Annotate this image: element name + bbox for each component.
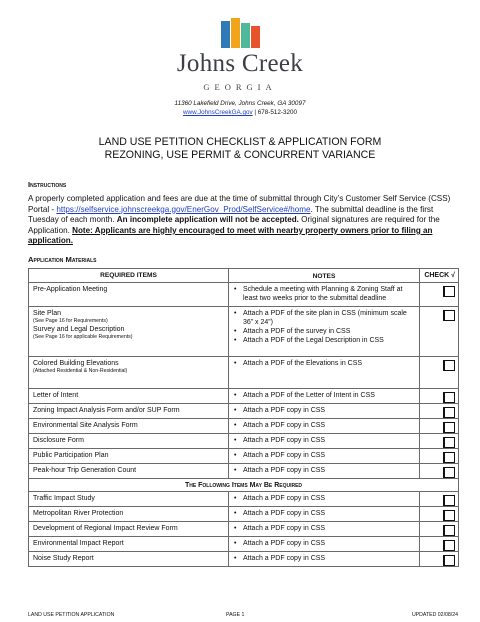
col-check: CHECK √ (420, 269, 459, 283)
check-cell (420, 357, 459, 389)
optional-item: Traffic Impact Study (33, 495, 95, 502)
notes-cell (229, 507, 420, 522)
check-cell (420, 434, 459, 449)
table-row (29, 522, 459, 537)
checkbox[interactable] (443, 467, 455, 478)
checkbox[interactable] (443, 407, 455, 418)
required-item: Colored Building Elevations (33, 360, 119, 367)
instructions-text-3: Original signatures are required for the Application. (28, 215, 440, 235)
notes-cell (229, 389, 420, 404)
table-row (29, 464, 459, 479)
note-bullet: • Attach a PDF copy in CSS (233, 436, 415, 445)
check-cell (420, 522, 459, 537)
table-row (29, 389, 459, 404)
required-item: Site Plan (33, 310, 62, 317)
table-row (29, 419, 459, 434)
note-bullet: • Attach a PDF of the Legal Description in CSS (233, 336, 415, 345)
checkbox[interactable] (443, 392, 455, 403)
required-item-cell (29, 283, 229, 307)
col-required-items: REQUIRED ITEMS (29, 269, 229, 283)
footer-page: PAGE 1 (226, 612, 245, 618)
table-row (29, 307, 459, 357)
item-requirement-note: (See Page 16 for Requirements) (33, 318, 108, 324)
checkbox[interactable] (443, 286, 455, 297)
check-cell (420, 307, 459, 357)
contact-line (0, 109, 480, 116)
title-line-2: REZONING, USE PERMIT & CONCURRENT VARIANCE (104, 149, 376, 161)
incomplete-warning: An incomplete application will not be accepted. (116, 215, 299, 225)
check-cell (420, 492, 459, 507)
title-line-1: LAND USE PETITION CHECKLIST & APPLICATION FORM (98, 136, 382, 148)
notes-cell (229, 537, 420, 552)
col-notes: NOTES (229, 269, 420, 283)
checkbox[interactable] (443, 540, 455, 551)
note-bullet: • Attach a PDF of the survey in CSS (233, 327, 415, 336)
check-cell (420, 449, 459, 464)
footer-updated: UPDATED 02/08/24 (411, 612, 458, 618)
required-item: Letter of Intent (33, 392, 79, 399)
table-row (29, 357, 459, 389)
note-bullet: • Attach a PDF copy in CSS (233, 539, 415, 548)
note-bullet: • Attach a PDF copy in CSS (233, 421, 415, 430)
checkbox[interactable] (443, 437, 455, 448)
table-header (29, 269, 459, 283)
optional-item: Noise Study Report (33, 555, 94, 562)
logo-wordmark: Johns Creek (176, 50, 304, 77)
required-item: Survey and Legal Description (33, 326, 125, 333)
optional-item: Environmental Impact Report (33, 540, 124, 547)
checkbox[interactable] (443, 510, 455, 521)
required-item: Disclosure Form (33, 437, 84, 444)
check-cell (420, 464, 459, 479)
note-bullet: • Attach a PDF of the Letter of Intent in CSS (233, 391, 415, 400)
johns-creek-logo (0, 18, 480, 96)
notes-cell (229, 357, 420, 389)
check-cell (420, 389, 459, 404)
checkbox[interactable] (443, 310, 455, 321)
notes-cell (229, 464, 420, 479)
table-row (29, 492, 459, 507)
notes-cell (229, 419, 420, 434)
optional-item: Development of Regional Impact Review Form (33, 525, 178, 532)
materials-heading: Application Materials (28, 255, 97, 264)
table-row (29, 507, 459, 522)
instructions-paragraph (28, 194, 459, 247)
table-row (29, 404, 459, 419)
required-item-cell (29, 389, 229, 404)
checkbox[interactable] (443, 495, 455, 506)
portal-link[interactable]: https://selfservice.johnscreekga.gov/EnerGov_Prod/SelfService#/home (56, 204, 311, 214)
notes-cell (229, 522, 420, 537)
note-bullet: • Attach a PDF copy in CSS (233, 524, 415, 533)
materials-table (28, 268, 459, 567)
notes-cell (229, 434, 420, 449)
table-row (29, 434, 459, 449)
item-requirement-note: (Attached Residential & Non-Residential) (33, 368, 128, 374)
notes-cell (229, 404, 420, 419)
checkbox[interactable] (443, 452, 455, 463)
required-item-cell (29, 307, 229, 357)
note-bullet: • Attach a PDF of the site plan in CSS (minimum scale 36” x 24”) (233, 309, 415, 327)
note-bullet: • Attach a PDF copy in CSS (233, 466, 415, 475)
check-cell (420, 404, 459, 419)
required-item-cell (29, 404, 229, 419)
check-cell (420, 537, 459, 552)
item-requirement-note: (See Page 16 for applicable Requirements) (33, 334, 133, 340)
required-item: Pre-Application Meeting (33, 286, 108, 293)
checkbox[interactable] (443, 360, 455, 371)
required-item-cell (29, 357, 229, 389)
checkbox[interactable] (443, 555, 455, 566)
optional-item-cell (29, 507, 229, 522)
checkbox[interactable] (443, 422, 455, 433)
note-bullet: • Attach a PDF copy in CSS (233, 406, 415, 415)
notes-cell (229, 492, 420, 507)
required-item: Public Participation Plan (33, 452, 109, 459)
optional-item-cell (29, 522, 229, 537)
required-item-cell (29, 449, 229, 464)
note-bullet: • Attach a PDF copy in CSS (233, 494, 415, 503)
notes-cell (229, 283, 420, 307)
required-item: Zoning Impact Analysis Form and/or SUP Form (33, 407, 180, 414)
applicant-note: Note: Applicants are highly encouraged to meet with nearby property owners prior to filing an application. (28, 225, 433, 246)
notes-cell (229, 552, 420, 567)
phone-number: | 678-512-3200 (252, 109, 297, 116)
optional-item-cell (29, 537, 229, 552)
logo-state: GEORGIA (203, 82, 277, 92)
required-item-cell (29, 419, 229, 434)
may-require-heading: The Following Items May Be Required (29, 479, 459, 492)
note-bullet: • Attach a PDF copy in CSS (233, 509, 415, 518)
optional-item-cell (29, 492, 229, 507)
note-bullet: • Schedule a meeting with Planning & Zoning Staff at least two weeks prior to the submittal deadline (233, 285, 415, 303)
note-bullet: • Attach a PDF copy in CSS (233, 451, 415, 460)
check-cell (420, 507, 459, 522)
table-row (29, 283, 459, 307)
table-row (29, 537, 459, 552)
address-line: 11360 Lakefield Drive, Johns Creek, GA 30097 (174, 100, 306, 107)
table-row (29, 449, 459, 464)
optional-item-cell (29, 552, 229, 567)
document-title (0, 136, 480, 162)
instructions-text-2: . The submittal deadline is the first Tuesday of each month. (28, 204, 434, 225)
optional-item: Metropolitan River Protection (33, 510, 124, 517)
check-cell (420, 552, 459, 567)
check-cell (420, 283, 459, 307)
city-logo-icon (221, 18, 261, 48)
check-cell (420, 419, 459, 434)
notes-cell (229, 449, 420, 464)
may-require-row (29, 479, 459, 492)
checkbox[interactable] (443, 525, 455, 536)
instructions-heading: Instructions (28, 180, 67, 189)
note-bullet: • Attach a PDF of the Elevations in CSS (233, 359, 415, 368)
note-bullet: • Attach a PDF copy in CSS (233, 554, 415, 563)
footer-left: LAND USE PETITION APPLICATION (28, 612, 115, 618)
required-item: Peak-hour Trip Generation Count (33, 467, 137, 474)
table-row (29, 552, 459, 567)
instructions-text-1: A properly completed application and fees are due at the time of submittal through City’s Customer Self Service (CSS) Portal - (28, 194, 451, 214)
required-item-cell (29, 434, 229, 449)
notes-cell (229, 307, 420, 357)
website-link[interactable]: www.JohnsCreekGA.gov (182, 109, 253, 116)
required-item: Environmental Site Analysis Form (33, 422, 138, 429)
required-item-cell (29, 464, 229, 479)
